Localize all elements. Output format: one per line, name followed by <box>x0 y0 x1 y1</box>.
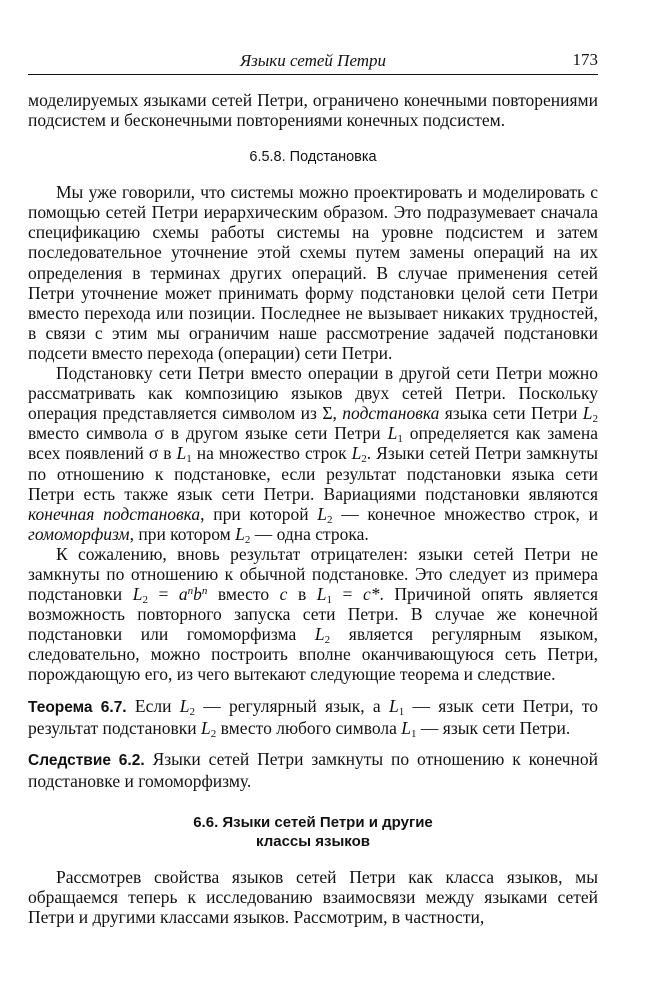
section-heading-6-6: 6.6. Языки сетей Петри и другие классы языков <box>193 813 433 850</box>
term-substitution: подстановка <box>342 403 440 424</box>
intro-paragraph: моделируемых языками сетей Петри, ограничено конечными повторениями подсистем и бесконечными повторениями конечных подсистем. <box>28 90 598 131</box>
theorem-label: Теорема 6.7. <box>28 698 127 716</box>
paragraph-negative-result: К сожалению, вновь результат отрицателен: языки сетей Петри не замкнуты по отношению к обычной подстановке. Это следует из примера подстановки $L_2 = a^nb^n$ вместо c в $L_1 = c*$. Причиной опять является возможность повторного запуска сети Петри. В случае же конечной подстановки или гомоморфизма $L_2$ является регулярным языком, следовательно, можно построить вполне оканчивающуюся сеть Петри, порождающую его, из чего вытекают следующие теорема и следствие. <box>28 543 598 685</box>
page-number: 173 <box>572 50 598 69</box>
term-finite-substitution: конечная подстановка <box>28 503 201 524</box>
corollary-label: Следствие 6.2. <box>28 751 145 769</box>
theorem-6-7: Теорема 6.7. Если $L_2$ — регулярный язык, а $L_1$ — язык сети Петри, то результат подстановки $L_2$ вместо любого символа $L_1$ — язык сети Петри. <box>28 695 598 740</box>
section-heading-6-5-8: 6.5.8. Подстановка <box>249 149 377 166</box>
running-header <box>28 48 598 75</box>
page-body <box>28 90 598 927</box>
paragraph-other-classes: Рассмотрев свойства языков сетей Петри как класса языков, мы обращаемся теперь к исследованию взаимосвязи между языками сетей Петри и другими классами языков. Рассмотрим, в частности, <box>28 866 598 928</box>
paragraph-substitution-definition: Подстановку сети Петри вместо операции в другой сети Петри можно рассматривать как композицию языков двух сетей Петри. Поскольку операция представляется символом из Σ, подстановка языка сети Петри $L_2$ вместо символа σ в другом языке сети Петри $L_1$ определяется как замена всех появлений σ в $L_1$ на множество строк $L_2$. Языки сетей Петри замкнуты по отношению к подстановке, если результат подстановки языка сети Петри есть также язык сети Петри. Вариациями подстановки являются конечная подстановка, при которой $L_2$ — конечное множество строк, и гомоморфизм, при котором $L_2$ — одна строка. <box>28 363 598 546</box>
running-title: Языки сетей Петри <box>239 51 387 70</box>
term-homomorphism: гомоморфизм <box>28 523 130 544</box>
paragraph-hierarchy: Мы уже говорили, что системы можно проектировать и моделировать с помощью сетей Петри иерархическим образом. Это подразумевает сначала спецификацию схемы работы системы на уровне подсистем и затем последовательное уточнение этой схемы путем замены операций на их определения в терминах других операций. В случае применения сетей Петри уточнение может принимать форму подстановки целой сети Петри вместо перехода или позиции. Последнее не вызывает никаких трудностей, в связи с этим мы ограничим наше рассмотрение задачей подстановки подсети вместо перехода (операции) сети Петри. <box>28 182 598 363</box>
corollary-6-2: Следствие 6.2. Языки сетей Петри замкнуты по отношению к конечной подстановке и гомоморфизму. <box>28 748 599 791</box>
